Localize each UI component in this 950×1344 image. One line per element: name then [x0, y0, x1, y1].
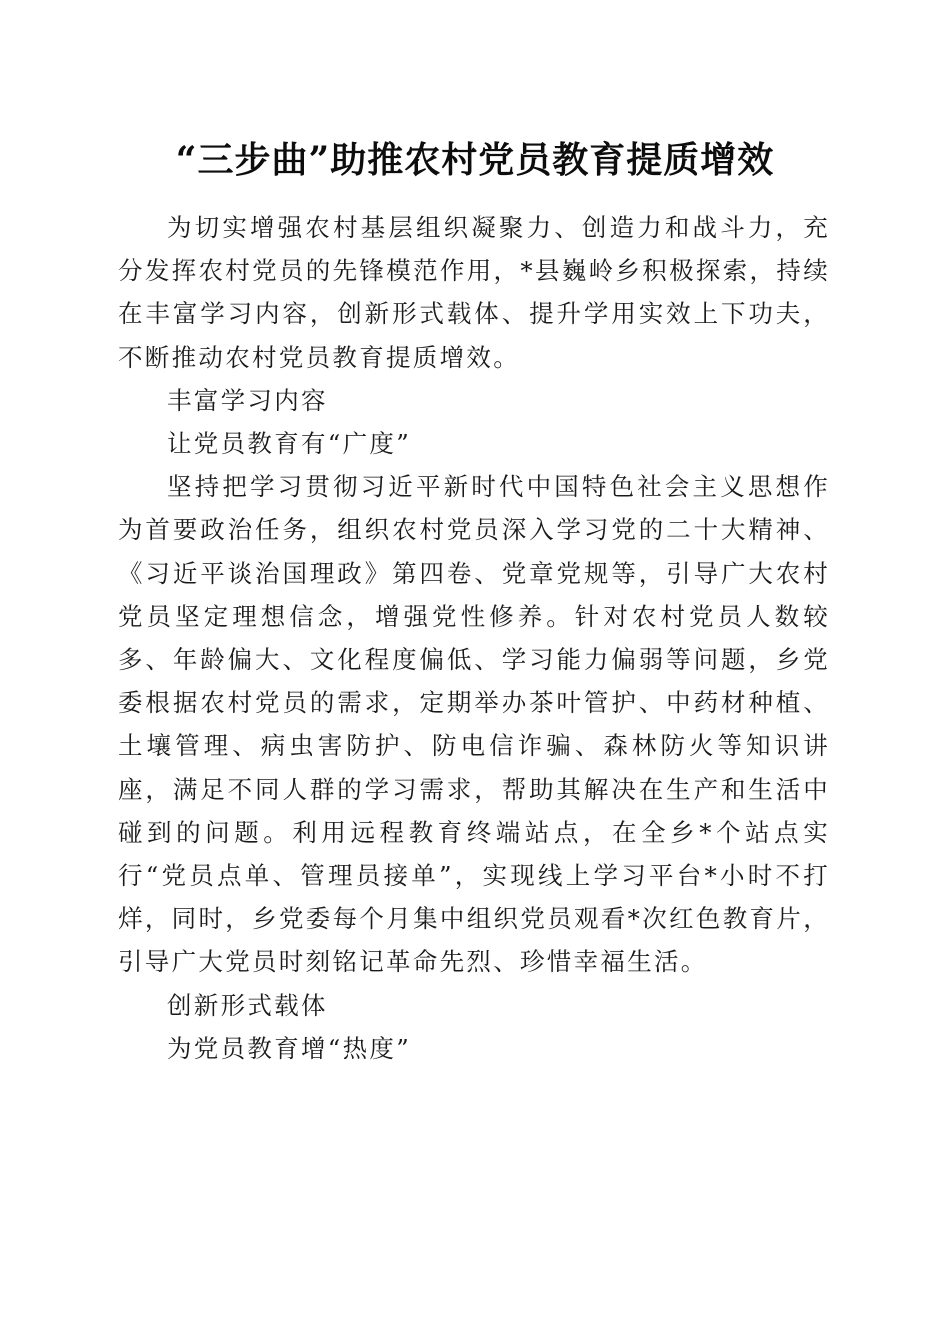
document-title: “三步曲”助推农村党员教育提质增效 [175, 139, 775, 181]
section-subheading-2: 为党员教育增“热度” [167, 1033, 412, 1063]
section-heading-1: 丰富学习内容 [167, 385, 328, 415]
section-subheading-1: 让党员教育有“广度” [167, 429, 412, 459]
section-1-paragraph: 坚持把学习贯彻习近平新时代中国特色社会主义思想作为首要政治任务，组织农村党员深入学习党的二十大精神、《习近平谈治国理政》第四卷、党章党规等，引导广大农村党员坚定理想信念，增强党性修养。针对农村党员人数较多、年龄偏大、文化程度偏低、学习能力偏弱等问题，乡党委根据农村党员的需求，定期举办茶叶管护、中药材种植、土壤管理、病虫害防护、防电信诈骗、森林防火等知识讲座，满足不同人群的学习需求，帮助其解决在生产和生活中碰到的问题。利用远程教育终端站点，在全乡*个站点实行“党员点单、管理员接单”，实现线上学习平台*小时不打烊，同时，乡党委每个月集中组织党员观看*次红色教育片，引导广大党员时刻铭记革命先烈、珍惜幸福生活。 [118, 472, 831, 977]
section-heading-2: 创新形式载体 [167, 990, 328, 1020]
document-body [118, 206, 830, 1070]
intro-paragraph: 为切实增强农村基层组织凝聚力、创造力和战斗力，充分发挥农村党员的先锋模范作用，*县巍岭乡积极探索，持续在丰富学习内容，创新形式载体、提升学用实效上下功夫，不断推动农村党员教育提质增效。 [118, 213, 830, 372]
